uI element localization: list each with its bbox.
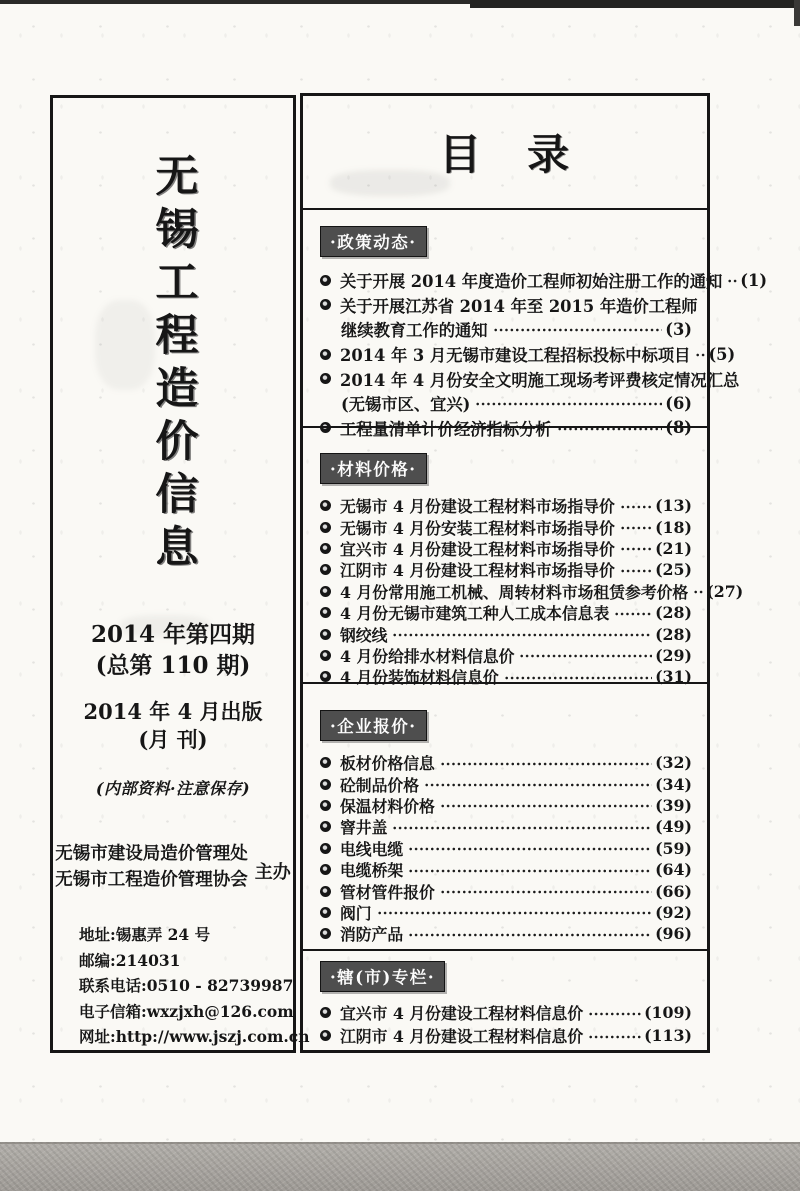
toc-page-number: (18) xyxy=(655,517,692,537)
bullet-icon xyxy=(320,907,331,918)
toc-item-line xyxy=(320,516,692,537)
toc-page-number: (32) xyxy=(655,753,692,773)
bullet-icon xyxy=(320,373,331,384)
dot-leader xyxy=(440,887,652,897)
contact-block xyxy=(53,922,310,1050)
toc-item-title: 继续教育工作的通知 xyxy=(341,321,488,341)
toc-item-title: 电缆桥架 xyxy=(340,861,404,881)
contact-line: 网址:http://www.jszj.com.cn xyxy=(79,1027,310,1047)
dot-leader xyxy=(440,801,652,811)
toc-section xyxy=(303,210,768,439)
toc-item-title: 宜兴市 4 月份建设工程材料信息价 xyxy=(340,1004,584,1023)
toc-title: 目 录 xyxy=(438,130,571,179)
bullet-icon xyxy=(320,522,331,533)
contact-line: 地址:锡惠弄 24 号 xyxy=(79,925,211,944)
toc-item-title: 消防产品 xyxy=(340,925,404,945)
bullet-icon xyxy=(320,821,331,832)
bullet-icon xyxy=(320,500,331,511)
bullet-icon xyxy=(320,779,331,790)
toc-item-line xyxy=(320,1001,692,1024)
toc-item-line xyxy=(320,602,692,623)
toc-item-line xyxy=(320,581,744,602)
dot-leader xyxy=(424,780,652,790)
toc-item-line xyxy=(320,391,692,416)
organizer-names xyxy=(55,841,248,893)
bullet-icon xyxy=(320,800,331,811)
publish-block xyxy=(53,698,293,754)
toc-page-number: (59) xyxy=(655,838,692,858)
toc-item-title: 板材价格信息 xyxy=(340,754,435,774)
issue-total-number: (总第 110 期) xyxy=(95,652,251,679)
toc-page-number: (49) xyxy=(655,817,692,837)
issue-number: 2014 年第四期 xyxy=(90,621,256,648)
toc-item-line xyxy=(320,795,692,816)
toc-item-line xyxy=(320,645,692,666)
toc-item-title: 4 月份常用施工机械、周转材料市场租赁参考价格 xyxy=(340,582,689,602)
toc-item-title: 窨井盖 xyxy=(340,818,388,838)
toc-page-number: (13) xyxy=(655,496,692,516)
contact-line: 联系电话:0510 - 82739987 xyxy=(79,976,294,996)
toc-item-title: 钢绞线 xyxy=(340,625,388,645)
toc-section xyxy=(303,682,707,949)
toc-item-title: 4 月份无锡市建筑工种人工成本信息表 xyxy=(340,604,610,624)
organizer-role: 主办 xyxy=(254,862,291,883)
issue-block xyxy=(53,619,293,681)
toc-item-line xyxy=(320,317,692,342)
dot-leader xyxy=(440,759,652,769)
bullet-icon xyxy=(320,564,331,575)
toc-item-title: 管材管件报价 xyxy=(340,882,435,902)
dot-leader xyxy=(614,609,652,619)
dot-leader xyxy=(493,325,663,335)
bullet-icon xyxy=(320,275,331,286)
toc-item-line xyxy=(320,838,692,859)
toc-item-line xyxy=(320,880,692,901)
toc-page-number: (5) xyxy=(708,344,736,364)
dot-leader xyxy=(408,930,652,940)
bullet-icon xyxy=(320,886,331,897)
dot-leader xyxy=(727,276,737,286)
dot-leader xyxy=(392,823,652,833)
section-badge: ·企业报价· xyxy=(320,710,427,741)
toc-item-title: 2014 年 4 月份安全文明施工现场考评费核定情况汇总 xyxy=(340,370,740,390)
toc-item-line xyxy=(320,538,692,559)
bullet-icon xyxy=(320,671,331,682)
toc-item-line xyxy=(320,816,692,837)
dot-leader xyxy=(620,502,652,512)
bullet-icon xyxy=(320,864,331,875)
bullet-icon xyxy=(320,1007,331,1018)
toc-page-number: (66) xyxy=(655,881,692,901)
dot-leader xyxy=(693,587,703,597)
publish-date: 2014 年 4 月出版 xyxy=(83,699,263,724)
bullet-icon xyxy=(320,349,331,360)
toc-item-line xyxy=(320,902,692,923)
toc-page-number: (96) xyxy=(655,924,692,944)
section-items xyxy=(320,268,768,440)
toc-page-number: (34) xyxy=(655,774,692,794)
bullet-icon xyxy=(320,586,331,597)
toc-item-line xyxy=(320,268,768,293)
section-items xyxy=(320,1001,692,1047)
toc-item-title: 无锡市 4 月份安装工程材料市场指导价 xyxy=(340,518,615,538)
toc-item-line xyxy=(320,773,692,794)
section-badge: ·材料价格· xyxy=(320,453,427,484)
dot-leader xyxy=(408,866,652,876)
toc-panel xyxy=(300,93,768,1053)
journal-title-vertical: 无锡工程造价信息 xyxy=(148,153,199,577)
toc-item-title: 阀门 xyxy=(340,903,372,923)
toc-item-line xyxy=(320,859,692,880)
toc-page-number: (28) xyxy=(655,624,692,644)
dot-leader xyxy=(377,908,652,918)
toc-item-title: 关于开展江苏省 2014 年至 2015 年造价工程师 xyxy=(340,296,698,316)
organizer-block xyxy=(53,841,293,893)
bullet-icon xyxy=(320,629,331,640)
toc-section xyxy=(303,426,744,688)
toc-page-number: (31) xyxy=(655,667,692,687)
toc-section xyxy=(303,949,707,1050)
dot-leader xyxy=(620,544,652,554)
bullet-icon xyxy=(320,843,331,854)
toc-page-number: (64) xyxy=(655,860,692,880)
bullet-icon xyxy=(320,299,331,310)
section-badge: ·辖(市)专栏· xyxy=(320,961,445,992)
toc-item-title: 电线电缆 xyxy=(340,839,404,859)
toc-page-number: (6) xyxy=(665,393,692,413)
toc-page-number: (3) xyxy=(665,319,692,339)
toc-item-title: 江阴市 4 月份建设工程材料信息价 xyxy=(340,1027,584,1046)
toc-item-line xyxy=(320,923,692,944)
toc-page-number: (39) xyxy=(655,795,692,815)
contact-line: 邮编:214031 xyxy=(79,950,181,970)
toc-page-number: (8) xyxy=(665,418,692,438)
toc-item-title: 4 月份装饰材料信息价 xyxy=(340,668,499,688)
toc-page-number: (109) xyxy=(644,1003,692,1022)
dot-leader xyxy=(695,350,705,360)
toc-page-number: (27) xyxy=(706,581,744,601)
section-items xyxy=(320,752,692,945)
publish-frequency: (月 刊) xyxy=(138,727,208,752)
toc-title-block xyxy=(303,96,707,210)
toc-item-title: 2014 年 3 月无锡市建设工程招标投标中标项目 xyxy=(340,346,691,366)
toc-item-title: (无锡市区、宜兴) xyxy=(341,395,471,415)
bullet-icon xyxy=(320,650,331,661)
dot-leader xyxy=(620,523,652,533)
toc-page-number: (25) xyxy=(655,560,692,580)
dot-leader xyxy=(620,566,652,576)
section-badge: ·政策动态· xyxy=(320,226,427,257)
toc-item-title: 宜兴市 4 月份建设工程材料市场指导价 xyxy=(340,539,615,559)
scan-bottom-band xyxy=(0,1142,800,1191)
dot-leader xyxy=(475,399,662,409)
toc-item-title: 无锡市 4 月份建设工程材料市场指导价 xyxy=(340,497,615,517)
toc-item-title: 江阴市 4 月份建设工程材料市场指导价 xyxy=(340,561,615,581)
toc-page-number: (28) xyxy=(655,603,692,623)
toc-page-number: (1) xyxy=(740,270,768,290)
dot-leader xyxy=(519,651,652,661)
toc-item-line xyxy=(320,1024,692,1047)
contact-line: 电子信箱:wxzjxh@126.com xyxy=(79,1001,294,1021)
dot-leader xyxy=(392,630,652,640)
toc-page-number: (113) xyxy=(644,1026,692,1045)
scan-corner-mark xyxy=(794,0,800,26)
bullet-icon xyxy=(320,757,331,768)
toc-item-line xyxy=(320,752,692,773)
scan-top-edge-right xyxy=(470,0,800,8)
toc-item-title: 保温材料价格 xyxy=(340,796,435,816)
bullet-icon xyxy=(320,607,331,618)
toc-page-number: (29) xyxy=(655,645,692,665)
toc-item-title: 砼制品价格 xyxy=(340,775,419,795)
bullet-icon xyxy=(320,928,331,939)
toc-item-line xyxy=(320,293,698,318)
masthead-panel xyxy=(50,95,310,1053)
toc-page-number: (92) xyxy=(655,902,692,922)
toc-item-line xyxy=(320,495,692,516)
internal-material-notice: (内部资料·注意保存) xyxy=(95,779,251,798)
dot-leader xyxy=(588,1032,641,1042)
toc-item-title: 关于开展 2014 年度造价工程师初始注册工作的通知 xyxy=(340,272,723,292)
toc-item-title: 工程量清单计价经济指标分析 xyxy=(340,419,552,439)
toc-item-line xyxy=(320,342,736,367)
toc-item-line xyxy=(320,366,740,391)
dot-leader xyxy=(588,1009,641,1019)
toc-item-line xyxy=(320,623,692,644)
section-items xyxy=(320,495,744,688)
toc-page-number: (21) xyxy=(655,538,692,558)
toc-item-title: 4 月份给排水材料信息价 xyxy=(340,646,515,666)
bullet-icon xyxy=(320,543,331,554)
dot-leader xyxy=(408,844,652,854)
bullet-icon xyxy=(320,1030,331,1041)
organizer-name: 无锡市建设局造价管理处 xyxy=(55,844,248,864)
organizer-name: 无锡市工程造价管理协会 xyxy=(55,870,248,890)
toc-item-line xyxy=(320,559,692,580)
